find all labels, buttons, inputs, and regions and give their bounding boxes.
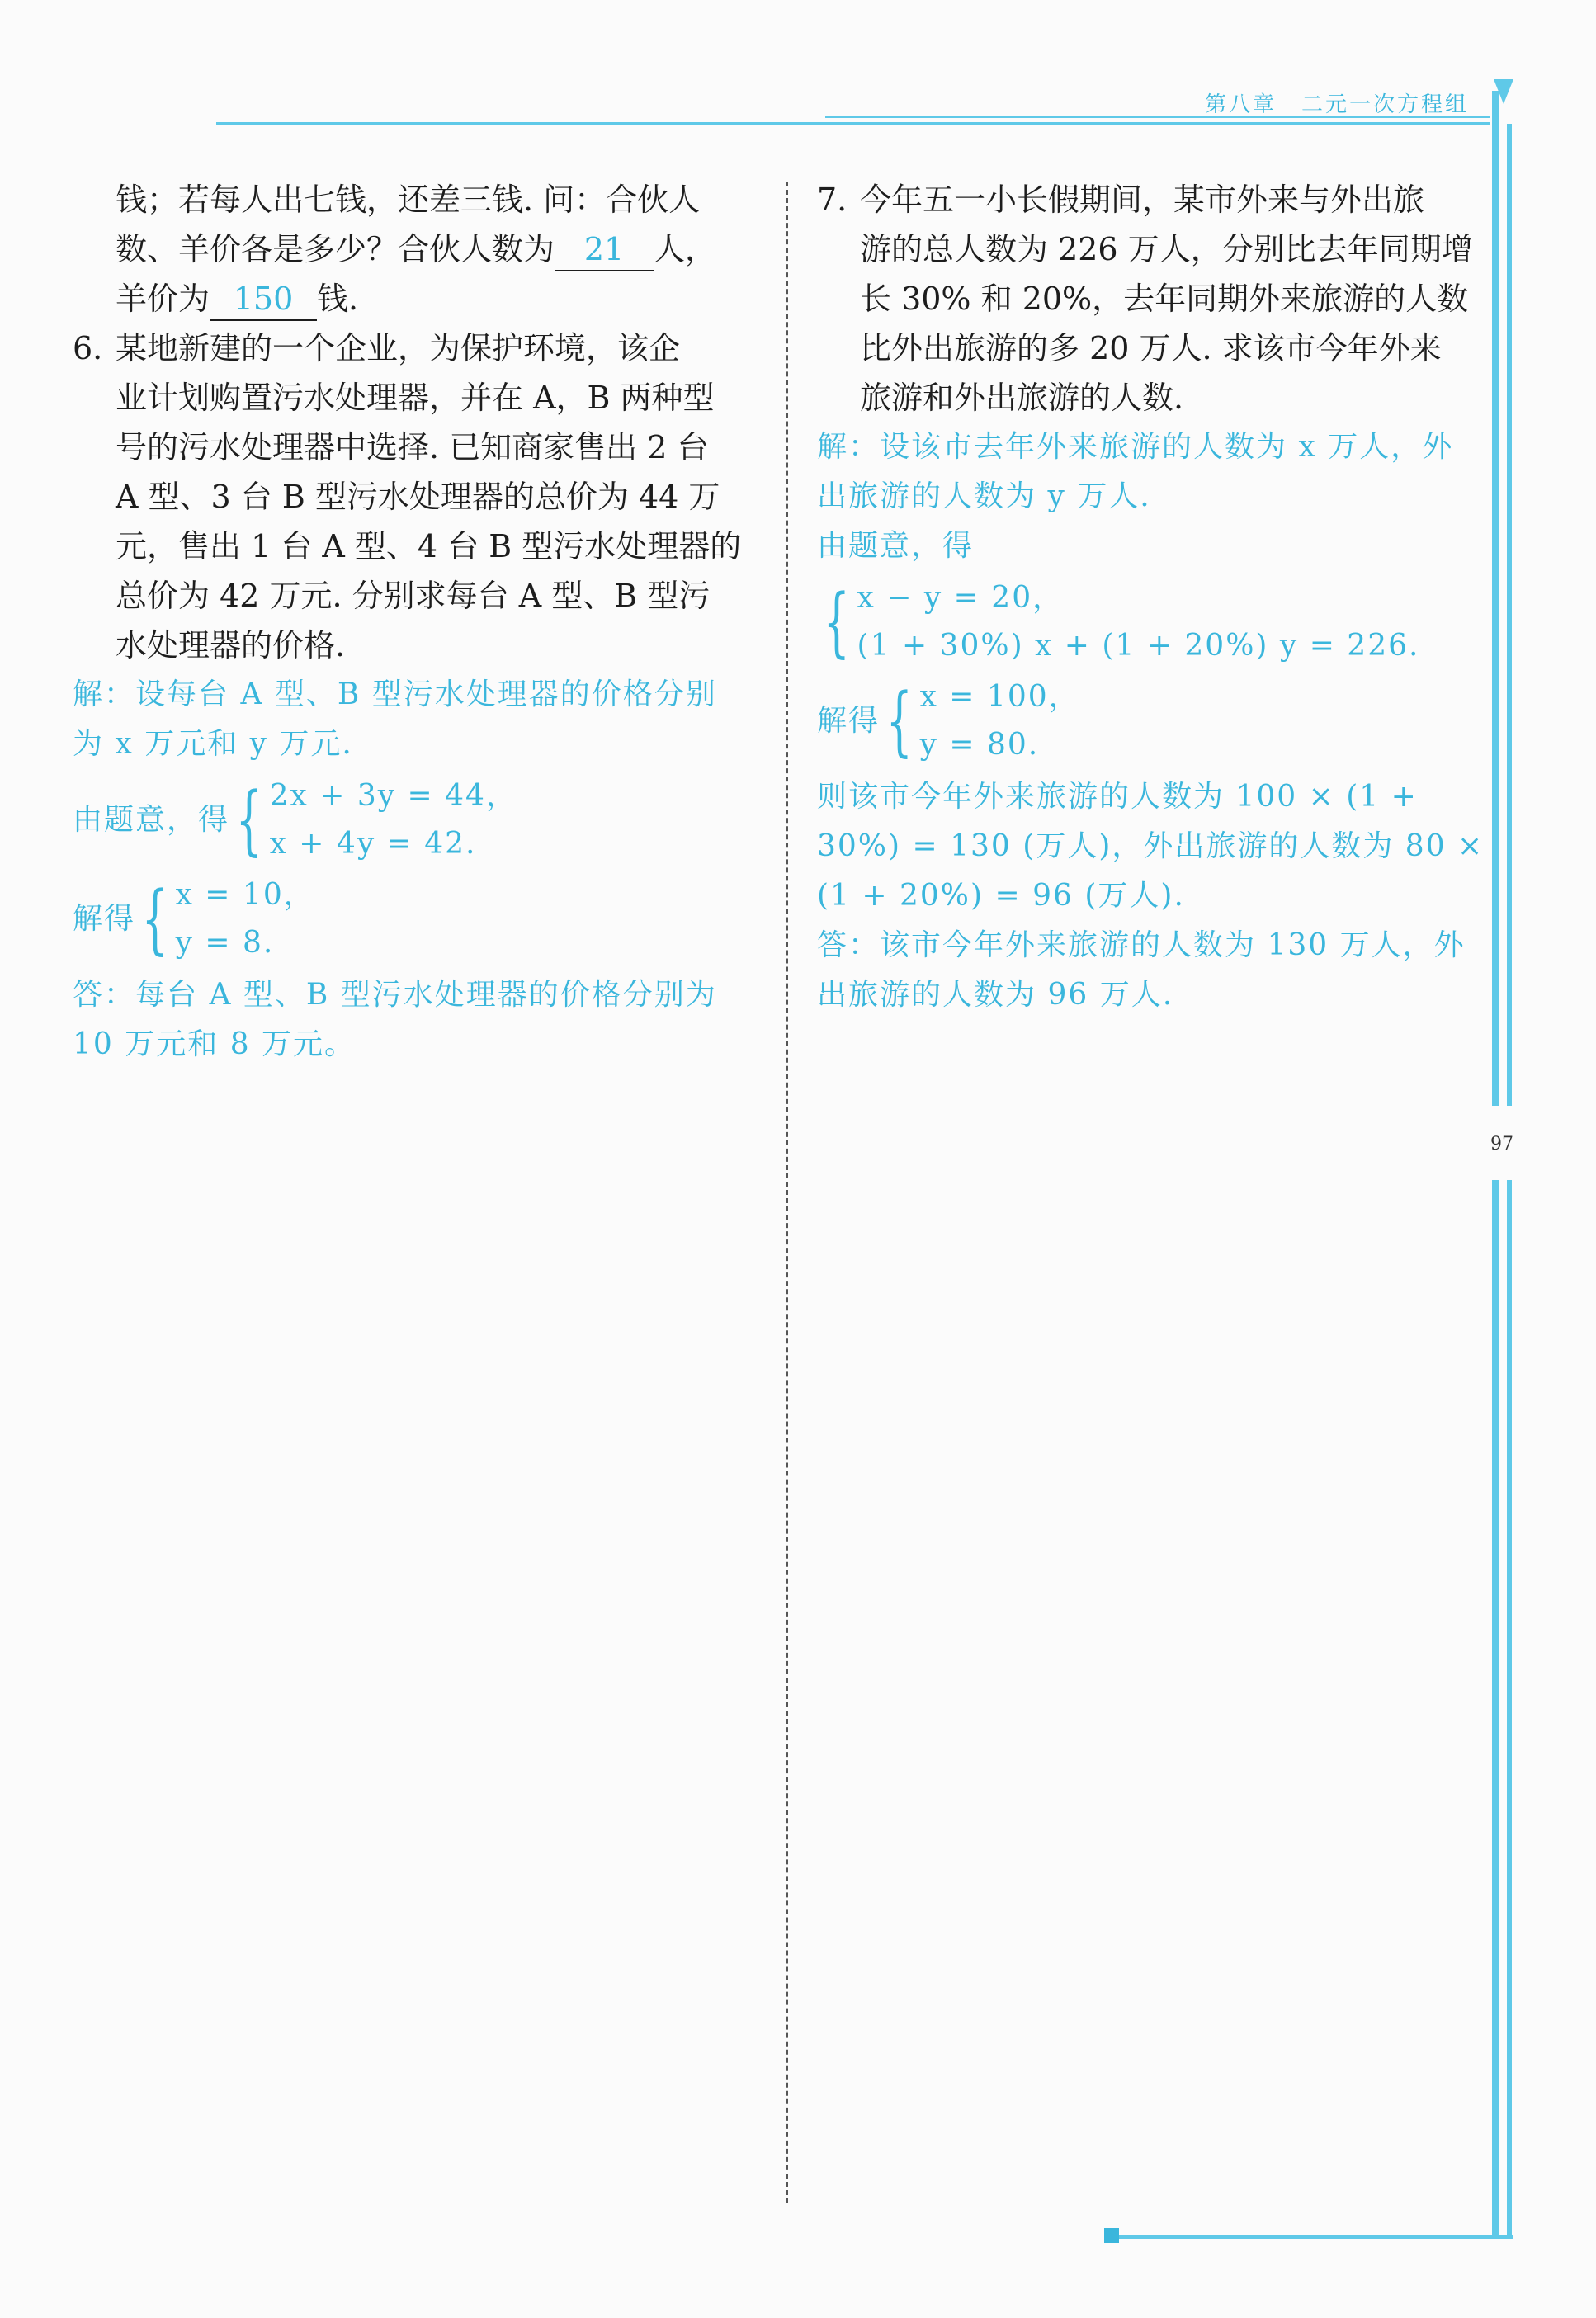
brace-icon: {: [235, 776, 263, 864]
system-prefix: 解得: [817, 704, 881, 738]
question-line: [817, 175, 1494, 224]
result-line: 30%) = 130 (万人)，外出旅游的人数为 80 ×: [817, 829, 1485, 863]
answer-blank-price: 150: [210, 278, 317, 321]
left-column: [73, 175, 749, 1069]
result-line: 则该市今年外来旅游的人数为 100 × (1 +: [817, 780, 1418, 814]
equation-system: [817, 574, 1494, 670]
question-7: [817, 175, 1494, 423]
question-line: 业计划购置污水处理器，并在 A，B 两种型: [116, 380, 715, 416]
question-text: 某地新建的一个企业，为保护环境，该企: [116, 330, 681, 366]
side-bar-upper-inner: [1507, 124, 1512, 1106]
prev-question-line: [73, 224, 749, 274]
side-bar-lower: [1492, 1180, 1499, 2235]
question-line: 元，售出 1 台 A 型、4 台 B 型污水处理器的: [116, 528, 742, 564]
equation: x = 100，: [919, 680, 1080, 714]
brace-icon: {: [823, 578, 851, 666]
question-text: 今年五一小长假期间，某市外来与外出旅: [860, 182, 1425, 218]
bottom-marker: [1104, 2228, 1119, 2243]
column-divider: [786, 182, 788, 2203]
prev-question-line: [73, 274, 749, 323]
question-line: 水处理器的价格.: [116, 627, 346, 663]
page-number: 97: [1490, 1134, 1513, 1154]
chapter-title: 二元一次方程组: [1301, 92, 1470, 117]
prev-question-text: 数、羊价各是多少？合伙人数为: [116, 231, 555, 267]
question-line: 号的污水处理器中选择. 已知商家售出 2 台: [116, 429, 709, 465]
equation: y = 8.: [175, 926, 275, 960]
right-column: [817, 175, 1494, 1020]
prev-question-text: 钱.: [317, 281, 359, 317]
solution-7: [817, 423, 1494, 1020]
header-rule: [216, 122, 1490, 125]
answer-blank-people: 21: [555, 229, 654, 271]
question-line: 长 30% 和 20%，去年同期外来旅游的人数: [860, 281, 1469, 317]
solution-line: 为 x 万元和 y 万元.: [73, 727, 353, 761]
chapter-heading: [1205, 87, 1469, 118]
solution-6: [73, 670, 749, 1069]
question-6: [73, 323, 749, 670]
solution-line: 出旅游的人数为 y 万人.: [817, 479, 1151, 513]
solution-line: 解：设该市去年外来旅游的人数为 x 万人，外: [817, 430, 1454, 464]
question-number: 6.: [73, 330, 103, 366]
equation: x − y = 20，: [857, 581, 1065, 615]
question-line: 总价为 42 万元. 分别求每台 A 型、B 型污: [116, 578, 711, 614]
prev-question-text: 羊价为: [116, 281, 210, 317]
equation: 2x + 3y = 44，: [269, 779, 517, 813]
equation: x = 10，: [175, 878, 315, 912]
question-line: 比外出旅游的多 20 万人. 求该市今年外来: [860, 330, 1442, 366]
system-prefix: 由题意，得: [73, 803, 230, 837]
solution-system: [817, 673, 1494, 769]
question-line: [73, 323, 749, 373]
prev-question-text: 人，: [654, 231, 717, 267]
equation: y = 80.: [919, 728, 1040, 762]
system-prefix: 解得: [73, 902, 136, 936]
question-line: 旅游和外出旅游的人数.: [860, 380, 1184, 416]
brace-icon: {: [885, 677, 914, 765]
equation: (1 + 30%) x + (1 + 20%) y = 226.: [857, 629, 1420, 663]
result-line: (1 + 20%) = 96 (万人).: [817, 879, 1185, 913]
solution-line: 解：设每台 A 型、B 型污水处理器的价格分别: [73, 677, 717, 711]
question-number: 7.: [817, 182, 848, 218]
answer-line: 答：该市今年外来旅游的人数为 130 万人，外: [817, 928, 1466, 962]
bottom-rule: [1107, 2235, 1513, 2239]
solution-line: 由题意，得: [817, 529, 975, 563]
equation: x + 4y = 42.: [269, 827, 477, 861]
prev-question-line: 钱；若每人出七钱，还差三钱. 问：合伙人: [116, 182, 701, 218]
solution-system: [73, 871, 749, 967]
equation-system: [73, 772, 749, 868]
answer-line: 出旅游的人数为 96 万人.: [817, 978, 1174, 1012]
answer-line: 答：每台 A 型、B 型污水处理器的价格分别为: [73, 978, 717, 1012]
answer-line: 10 万元和 8 万元。: [73, 1027, 357, 1061]
chapter-number: 第八章: [1205, 92, 1277, 117]
question-line: 游的总人数为 226 万人，分别比去年同期增: [860, 231, 1473, 267]
side-bar-lower-inner: [1507, 1180, 1512, 2235]
brace-icon: {: [141, 875, 169, 963]
question-line: A 型、3 台 B 型污水处理器的总价为 44 万: [116, 479, 720, 515]
